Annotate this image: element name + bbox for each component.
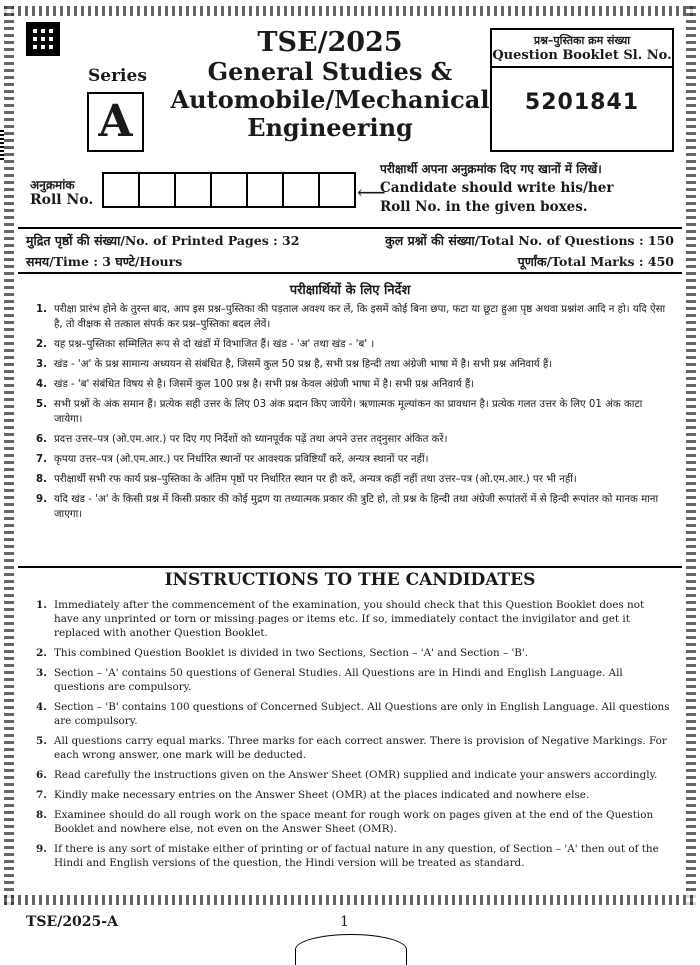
english-instruction-item-number: 7.: [36, 789, 47, 801]
hindi-instruction-item: [36, 472, 670, 487]
english-instruction-item-text: If there is any sort of mistake either of printing or of factual nature in any question, of Section – 'A' then out of the Hindi and English versions of the question, the Hindi version will be treated as standard.: [54, 843, 659, 869]
hindi-instruction-item-number: 5.: [36, 399, 47, 410]
time-allowed: समय/Time : 3 घण्टे/Hours: [26, 254, 183, 269]
decorative-border-bottom: [4, 895, 696, 905]
english-instruction-item: [36, 598, 670, 640]
english-instruction-item: [36, 700, 670, 728]
english-instruction-item-text: Examinee should do all rough work on the space meant for rough work on pages given at the end of the Question Booklet and nowhere else, not even on the Answer Sheet (OMR).: [54, 809, 654, 835]
hindi-instruction-item-number: 6.: [36, 434, 47, 445]
series-value-box: A: [87, 92, 144, 152]
hindi-instruction-item-text: यह प्रश्न–पुस्तिका सम्मिलित रूप से दो खंडों में विभाजित हैं। खंड - 'अ' तथा खंड - 'ब' ।: [54, 339, 375, 350]
hindi-instruction-item-number: 2.: [36, 339, 47, 350]
candidate-note-english-1: Candidate should write his/her: [380, 180, 614, 196]
roll-number-boxes[interactable]: [102, 172, 356, 208]
english-instruction-item-text: Read carefully the instructions given on the Answer Sheet (OMR) supplied and indicate your answers accordingly.: [54, 769, 658, 781]
hindi-instruction-item-text: यदि खंड - 'अ' के किसी प्रश्न में किसी प्रकार की कोई मुद्रण या तथ्यात्मक प्रकार की त्रुटि हो, तो प्रश्न के हिन्दी तथा अंग्रेजी रूपांतरों में से हिन्दी रूपांतर को मानक माना जाएगा।: [54, 494, 659, 520]
english-instruction-item-number: 2.: [36, 647, 47, 659]
hindi-instruction-item-number: 7.: [36, 454, 47, 465]
english-instruction-item: [36, 646, 670, 660]
hindi-instruction-item-text: सभी प्रश्नों के अंक समान हैं। प्रत्येक सही उत्तर के लिए 03 अंक प्रदान किए जायेंगे। ऋणात्मक मूल्यांकन का प्रावधान है। प्रत्येक गलत उत्तर के लिए 01 अंक काटा जायेगा।: [54, 399, 643, 425]
hindi-instruction-item: [36, 357, 670, 372]
qr-code: [26, 22, 60, 56]
roll-digit-box[interactable]: [248, 174, 284, 206]
roll-digit-box[interactable]: [140, 174, 176, 206]
hindi-instructions-heading: परीक्षार्थियों के लिए निर्देश: [289, 283, 411, 298]
side-tick-marks: [0, 130, 4, 160]
hindi-instruction-item: [36, 452, 670, 467]
subject-line-1: General Studies &: [207, 57, 453, 86]
hindi-instruction-item-number: 8.: [36, 474, 47, 485]
decorative-border-right: [686, 6, 696, 905]
roll-label-hindi: अनुक्रमांक: [30, 178, 75, 192]
english-instruction-item-text: This combined Question Booklet is divided in two Sections, Section – 'A' and Section – 'B'.: [54, 647, 529, 659]
subject-line-2: Automobile/Mechanical: [170, 85, 490, 114]
divider: [18, 566, 682, 568]
hindi-instruction-item-text: खंड - 'ब' संबंधित विषय से है। जिसमें कुल 100 प्रश्न है। सभी प्रश्न केवल अंग्रेजी भाषा में है। सभी प्रश्न अनिवार्य हैं।: [54, 379, 475, 390]
english-instruction-item-text: All questions carry equal marks. Three marks for each correct answer. There is provision of Negative Markings. For each wrong answer, one mark will be deducted.: [54, 735, 667, 761]
roll-digit-box[interactable]: [176, 174, 212, 206]
candidate-note-english-2: Roll No. in the given boxes.: [380, 199, 588, 215]
hindi-instruction-item: [36, 302, 670, 332]
divider: [18, 227, 682, 229]
hindi-instructions-list: [36, 302, 670, 527]
hindi-instruction-item: [36, 337, 670, 352]
hindi-instruction-item-text: खंड - 'अ' के प्रश्न सामान्य अध्ययन से संबंधित है, जिसमें कुल 50 प्रश्न है, सभी प्रश्न हिन्दी तथा अंग्रेजी भाषा में है। सभी प्रश्न अनिवार्य हैं।: [54, 359, 553, 370]
candidate-note-hindi: परीक्षार्थी अपना अनुक्रमांक दिए गए खानों में लिखें।: [380, 162, 602, 176]
arrow-left-icon: ⟵: [357, 180, 386, 204]
hindi-instruction-item: [36, 432, 670, 447]
english-instruction-item-text: Immediately after the commencement of the examination, you should check that this Question Booklet does not have any unprinted or torn or missing pages or items etc. If so, immediately contact the invigilator and get it replaced with another Question Booklet.: [54, 599, 645, 639]
hindi-instruction-item: [36, 492, 670, 522]
series-label: Series: [88, 66, 147, 86]
decorative-border-top: [4, 6, 696, 16]
english-instruction-item: [36, 768, 670, 782]
english-instruction-item-number: 5.: [36, 735, 47, 747]
total-marks: पूर्णांक/Total Marks : 450: [517, 254, 674, 269]
booklet-label-hindi: प्रश्न–पुस्तिका क्रम संख्या: [533, 34, 631, 47]
english-instruction-item-number: 1.: [36, 599, 47, 611]
roll-label-english: Roll No.: [30, 192, 94, 208]
exam-code: TSE/2025: [257, 27, 403, 58]
english-instruction-item-number: 6.: [36, 769, 47, 781]
hindi-instruction-item: [36, 397, 670, 427]
english-instruction-item-text: Section – 'B' contains 100 questions of Concerned Subject. All Questions are only in English Language. All questions are compulsory.: [54, 701, 670, 727]
booklet-label-english: Question Booklet Sl. No.: [492, 48, 672, 68]
english-instruction-item-number: 4.: [36, 701, 47, 713]
hindi-instruction-item-text: कृपया उत्तर–पत्र (ओ.एम.आर.) पर निर्धारित स्थानों पर आवश्यक प्रविष्टियाँ करें, अन्यत्र स्थानों पर नहीं।: [54, 454, 429, 465]
printed-pages: मुद्रित पृष्ठों की संख्या/No. of Printed Pages : 32: [26, 233, 300, 248]
hindi-instruction-item-text: परीक्षा प्रारंभ होने के तुरन्त बाद, आप इस प्रश्न–पुस्तिका की पड़ताल अवश्य कर लें, कि इसमें कोई बिना छपा, फटा या छूटा हुआ पृष्ठ अथवा प्रश्नांश आदि न हो। यदि ऐसा है, तो वीक्षक से तत्काल संपर्क कर प्रश्न–पुस्तिका बदल लेवें।: [54, 304, 666, 330]
exam-title-block: [165, 28, 495, 142]
english-instruction-item: [36, 842, 670, 870]
footer-decoration: [295, 934, 407, 965]
footer-code: TSE/2025-A: [26, 914, 118, 930]
divider: [18, 272, 682, 274]
roll-digit-box[interactable]: [104, 174, 140, 206]
booklet-number-box: [490, 28, 674, 152]
hindi-instruction-item-number: 4.: [36, 379, 47, 390]
page-number: 1: [340, 914, 349, 930]
english-instruction-item: [36, 788, 670, 802]
english-instruction-item: [36, 734, 670, 762]
total-questions: कुल प्रश्नों की संख्या/Total No. of Questions : 150: [385, 233, 674, 248]
hindi-instruction-item: [36, 377, 670, 392]
english-instruction-item-number: 8.: [36, 809, 47, 821]
booklet-number: 5201841: [524, 90, 640, 115]
hindi-instruction-item-text: परीक्षार्थी सभी रफ कार्य प्रश्न–पुस्तिका के अंतिम पृष्ठों पर निर्धारित स्थान पर ही करें, अन्यत्र कहीं नहीं तथा उत्तर–पत्र (ओ.एम.आर.) पर भी नहीं।: [54, 474, 577, 485]
hindi-instruction-item-text: प्रदत्त उत्तर–पत्र (ओ.एम.आर.) पर दिए गए निर्देशों को ध्यानपूर्वक पढ़ें तथा अपने उत्तर तद्नुसार अंकित करें।: [54, 434, 448, 445]
roll-digit-box[interactable]: [320, 174, 354, 206]
english-instruction-item-text: Kindly make necessary entries on the Answer Sheet (OMR) at the places indicated and nowhere else.: [54, 789, 590, 801]
hindi-instruction-item-number: 9.: [36, 494, 47, 505]
english-instruction-item: [36, 808, 670, 836]
english-instruction-item: [36, 666, 670, 694]
roll-digit-box[interactable]: [284, 174, 320, 206]
english-instructions-list: [36, 598, 670, 876]
subject-line-3: Engineering: [247, 113, 413, 142]
english-instruction-item-text: Section – 'A' contains 50 questions of General Studies. All Questions are in Hindi and English Language. All questions are compulsory.: [54, 667, 623, 693]
decorative-border-left: [4, 6, 14, 905]
roll-digit-box[interactable]: [212, 174, 248, 206]
english-instruction-item-number: 9.: [36, 843, 47, 855]
hindi-instruction-item-number: 1.: [36, 304, 47, 315]
hindi-instruction-item-number: 3.: [36, 359, 47, 370]
candidate-note: [380, 160, 613, 217]
english-instructions-heading: INSTRUCTIONS TO THE CANDIDATES: [164, 570, 536, 590]
english-instruction-item-number: 3.: [36, 667, 47, 679]
